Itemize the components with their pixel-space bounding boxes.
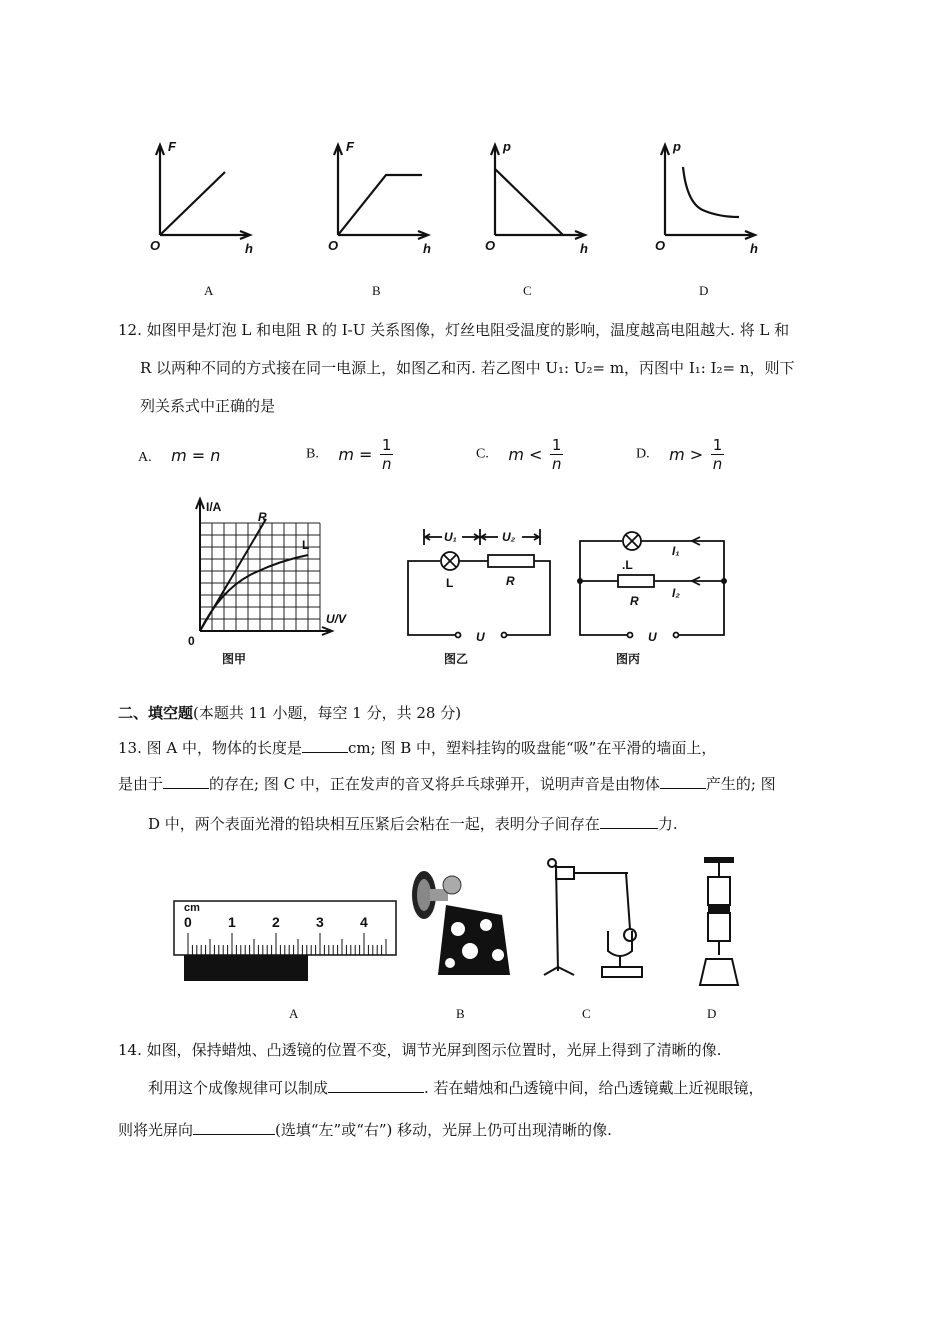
fig-jia-xaxis: U/V [326, 612, 347, 626]
q12-options [138, 436, 838, 486]
graph-b [334, 145, 428, 239]
q13-text [118, 738, 848, 838]
q14-line-1: 14. 如图，保持蜡烛、凸透镜的位置不变，调节光屏到图示位置时，光屏上得到了清晰的像. [118, 1041, 722, 1059]
graph-d-xaxis: h [750, 241, 758, 256]
graph-b-yaxis: F [346, 139, 354, 154]
ruler-num-0: 0 [184, 914, 192, 930]
section-2-title: 二、填空题 [118, 704, 194, 722]
fig-bing-i1: I₁ [672, 544, 680, 558]
fig-jia-origin: 0 [188, 634, 195, 648]
q12-text [118, 320, 848, 430]
graph-a-xaxis: h [245, 241, 253, 256]
ruler-num-2: 2 [272, 914, 280, 930]
q13-figures-svg [170, 855, 770, 990]
fig-bing-caption: 图丙 [616, 652, 641, 666]
q11-graphs [140, 135, 780, 305]
graph-d [661, 145, 755, 239]
q14-l2b: . 若在蜡烛和凸透镜中间，给凸透镜戴上近视眼镜， [424, 1079, 764, 1097]
graph-c-yaxis: p [503, 139, 511, 154]
q13-blank-1[interactable] [302, 738, 348, 753]
q13-fig-b-label: B [456, 1006, 465, 1021]
fig-ruler [174, 901, 396, 981]
ruler-num-1: 1 [228, 914, 236, 930]
q14-l3a: 则将光屏向 [118, 1121, 194, 1139]
q12-figures-svg [180, 495, 740, 675]
q13-l3b: 力. [657, 815, 678, 833]
q13-fig-d-label: D [707, 1006, 717, 1021]
fig-jia-curve-l: L [302, 538, 310, 552]
section-2-heading [118, 702, 461, 723]
fig-jia [188, 499, 347, 666]
ruler-num-3: 3 [316, 914, 324, 930]
graph-b-label: B [372, 283, 381, 298]
fig-jia-curve-r: R [258, 510, 267, 524]
fig-bing-i2: I₂ [672, 586, 680, 600]
q13-figures [170, 855, 770, 1025]
graph-d-label: D [699, 283, 709, 298]
q14-l2a: 利用这个成像规律可以制成 [148, 1079, 329, 1097]
q13-l2a: 是由于 [118, 775, 164, 793]
q12-option-a[interactable]: A. m = n [138, 446, 221, 465]
graph-a-yaxis: F [168, 139, 176, 154]
fig-yi [408, 529, 550, 666]
q12-option-d[interactable]: D. m > $\frac{1}{n}$ [636, 436, 723, 473]
q14-blank-1[interactable] [328, 1078, 424, 1093]
q12-line-2: R 以两种不同的方式接在同一电源上，如图乙和丙. 若乙图中 U₁: U₂= m，丙图中 I₁: I₂= n，则下 [140, 359, 795, 377]
graph-b-xaxis: h [423, 241, 431, 256]
fig-bing-resistor: R [630, 594, 639, 608]
q13-l1b: cm; 图 B 中，塑料挂钩的吸盘能“吸”在平滑的墙面上， [348, 739, 717, 757]
graph-c [491, 145, 585, 239]
q12-line-1: 12. 如图甲是灯泡 L 和电阻 R 的 I-U 关系图像，灯丝电阻受温度的影响，温度越高电阻越大. 将 L 和 [118, 321, 790, 339]
ruler-num-4: 4 [360, 914, 368, 930]
q13-blank-2[interactable] [163, 774, 209, 789]
q13-l2b: 的存在; 图 C 中，正在发声的音叉将乒乓球弹开，说明声音是由物体 [209, 775, 660, 793]
q13-l1a: 13. 图 A 中，物体的长度是 [118, 739, 302, 757]
graph-a [156, 145, 250, 239]
fig-jia-yaxis: I/A [206, 500, 222, 514]
graph-c-origin: O [485, 238, 496, 253]
q12-line-3: 列关系式中正确的是 [140, 397, 276, 415]
q12-option-b[interactable]: B. m = $\frac{1}{n}$ [306, 436, 392, 473]
q13-blank-4[interactable] [600, 814, 658, 829]
q14-l3b: (选填“左”或“右”) 移动，光屏上仍可出现清晰的像. [275, 1121, 612, 1139]
q14-text [118, 1040, 848, 1150]
fig-yi-resistor: R [506, 574, 515, 588]
fig-suction-hook [412, 871, 510, 975]
graph-a-origin: O [150, 238, 161, 253]
graph-a-label: A [204, 283, 214, 298]
section-2-note: (本题共 11 小题，每空 1 分，共 28 分) [193, 704, 462, 722]
fig-lead-blocks [700, 857, 738, 985]
q12-figures [180, 495, 740, 675]
graph-c-xaxis: h [580, 241, 588, 256]
fig-jia-caption: 图甲 [222, 652, 247, 666]
graph-d-origin: O [655, 238, 666, 253]
ruler-unit: cm [184, 902, 200, 914]
q11-graphs-svg [140, 135, 780, 265]
fig-yi-u1: U₁ [444, 530, 457, 544]
q14-blank-2[interactable] [193, 1120, 275, 1135]
fig-bing-source: U [648, 630, 657, 644]
fig-yi-lamp: L [446, 576, 454, 590]
fig-yi-source: U [476, 630, 485, 644]
graph-b-origin: O [328, 238, 339, 253]
fig-bing [577, 532, 727, 666]
fig-bing-lamp: .L [622, 558, 633, 572]
q13-fig-c-label: C [582, 1006, 591, 1021]
q13-l3a: D 中，两个表面光滑的铅块相互压紧后会粘在一起，表明分子间存在 [148, 815, 600, 833]
q13-l2c: 产生的; 图 [705, 775, 776, 793]
fig-yi-caption: 图乙 [444, 652, 469, 666]
q13-blank-3[interactable] [660, 774, 706, 789]
q13-fig-a-label: A [289, 1006, 299, 1021]
graph-d-yaxis: p [673, 139, 681, 154]
graph-c-label: C [523, 283, 532, 298]
fig-tuning-fork [544, 859, 642, 977]
q12-option-c[interactable]: C. m < $\frac{1}{n}$ [476, 436, 562, 473]
fig-yi-u2: U₂ [502, 530, 516, 544]
